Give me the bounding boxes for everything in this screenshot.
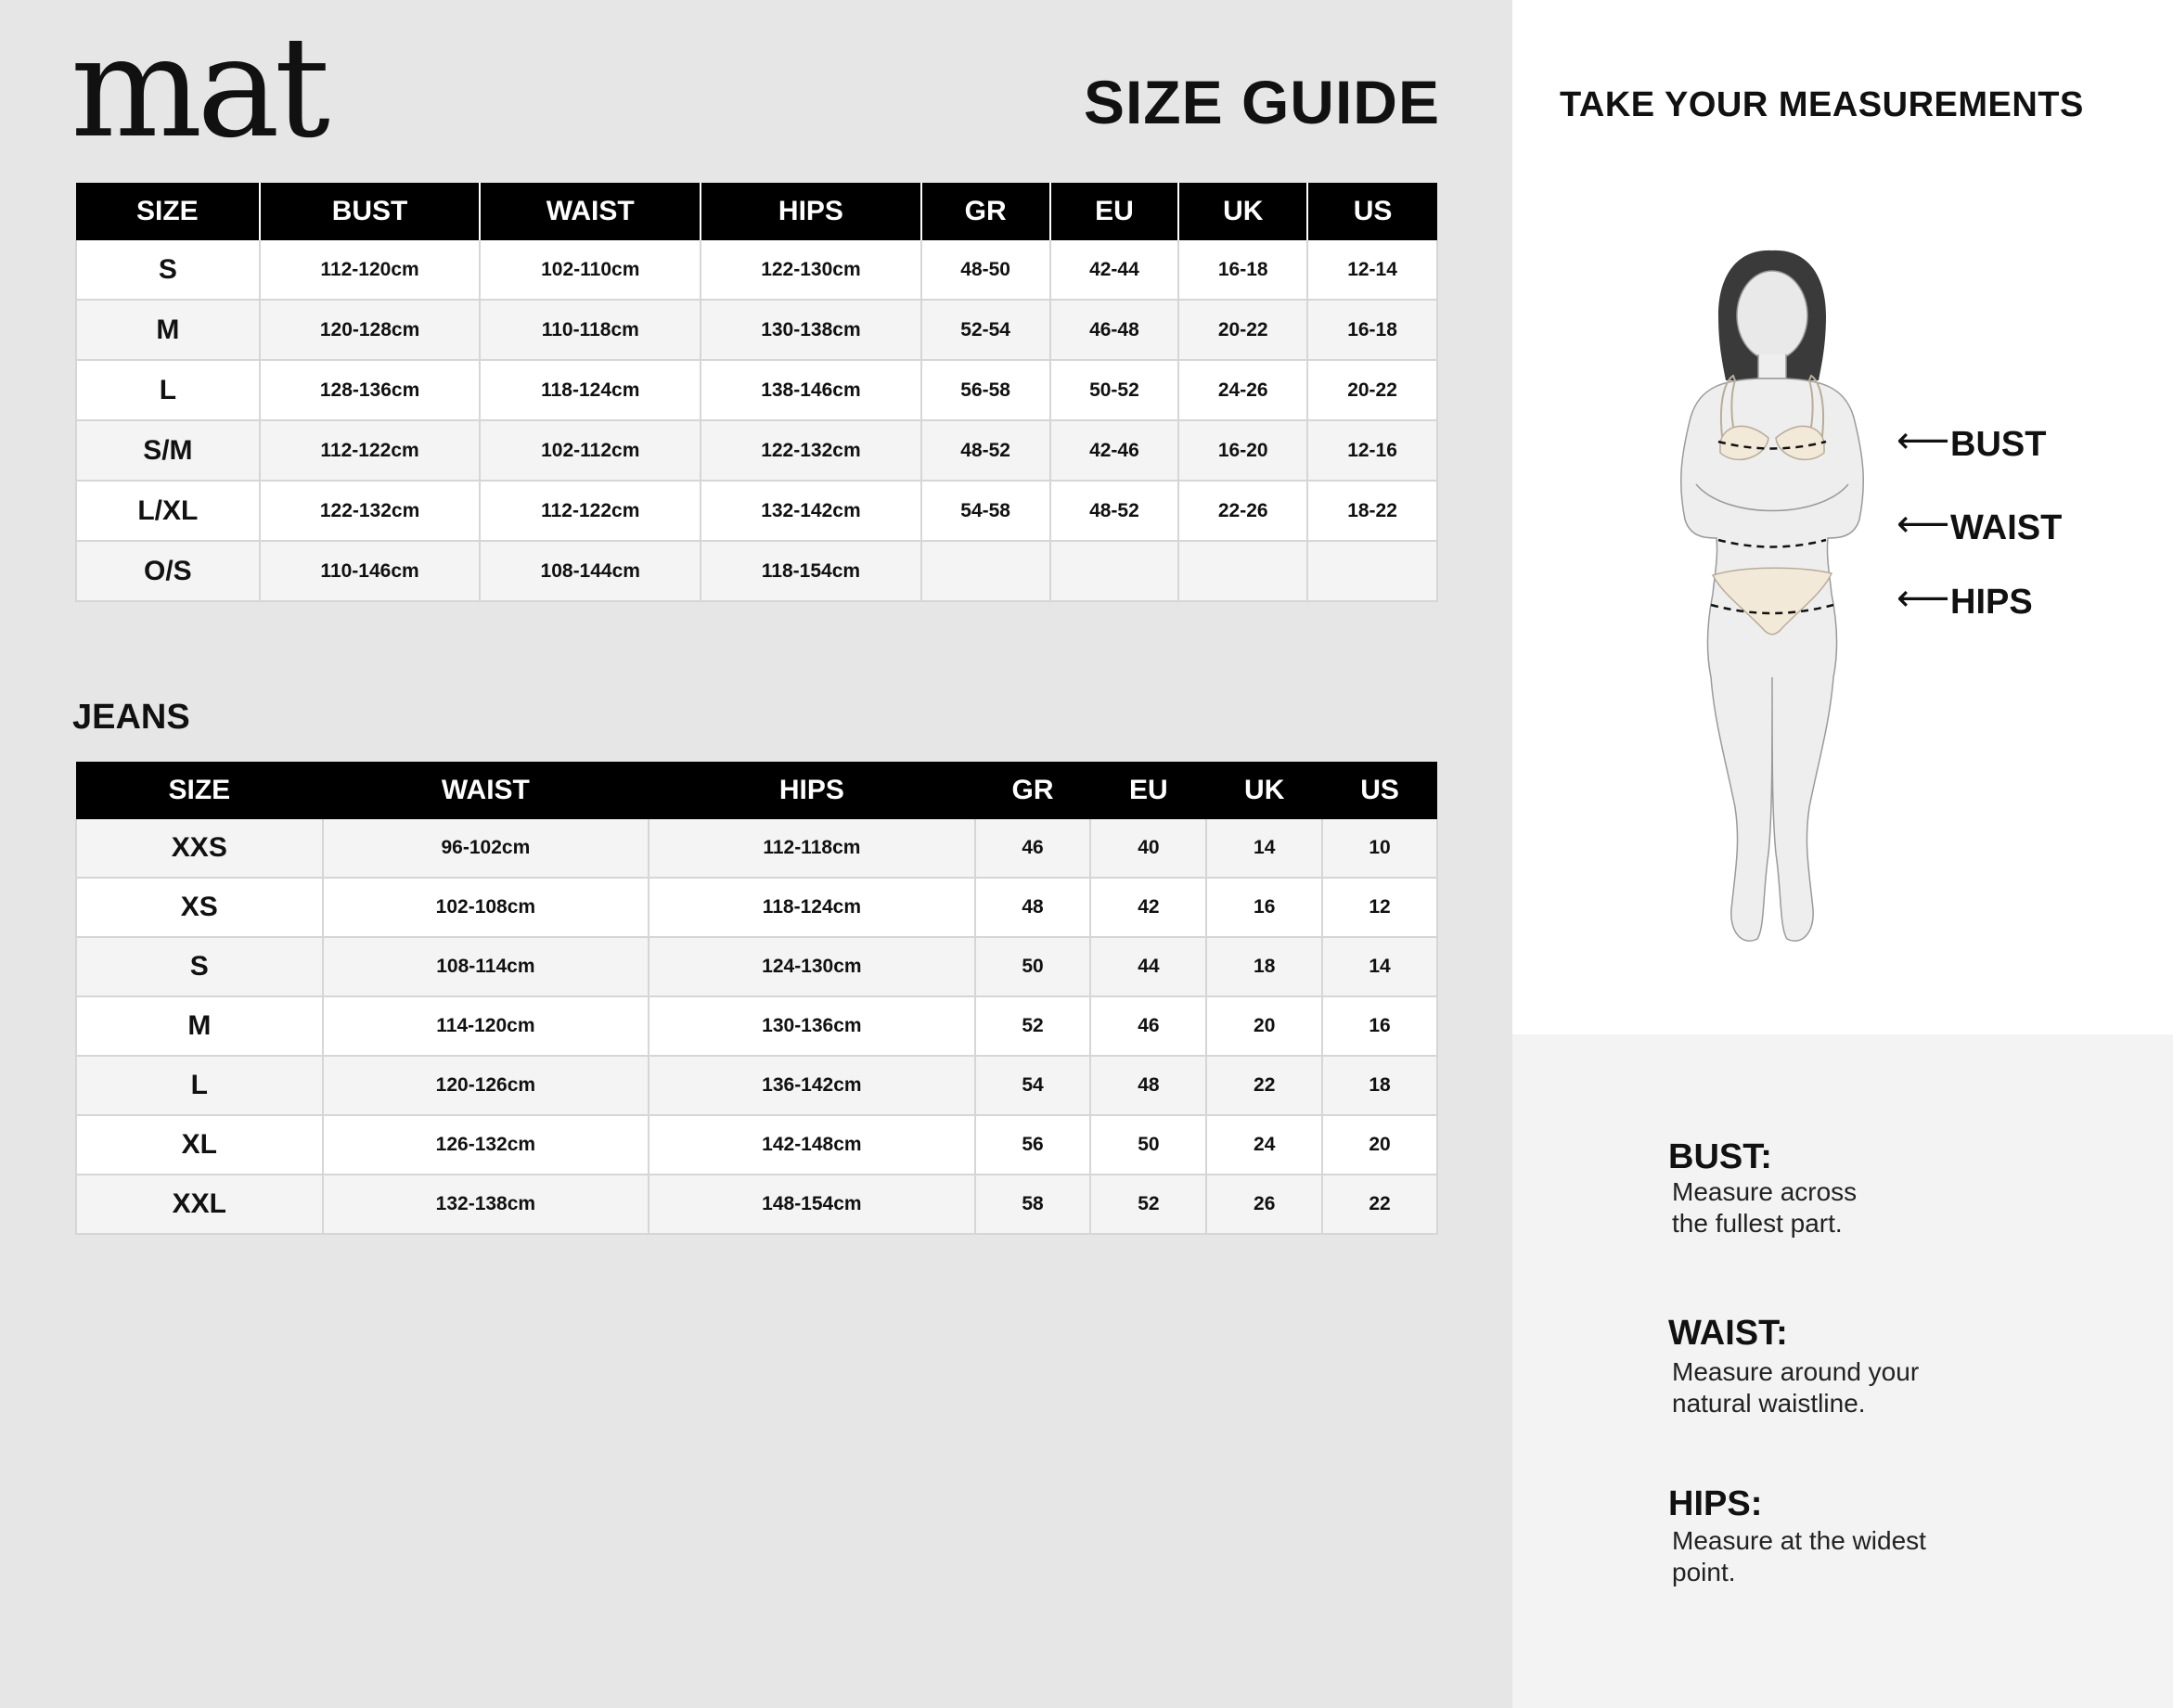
size-table-header — [76, 183, 1437, 240]
brand-logo: mat — [71, 7, 325, 169]
waist-instruction-line: natural waistline. — [1672, 1389, 1866, 1418]
table-cell: 50 — [975, 937, 1091, 996]
size-cell: XXL — [76, 1175, 323, 1234]
table-cell: 110-118cm — [480, 300, 701, 360]
table-cell: 40 — [1090, 819, 1206, 878]
column-header: US — [1307, 183, 1437, 240]
hips-instruction-line: Measure at the widest — [1672, 1526, 1926, 1555]
hips-instruction-line: point. — [1672, 1558, 1736, 1586]
table-cell: 42-44 — [1050, 240, 1179, 300]
table-cell: 52-54 — [921, 300, 1050, 360]
table-cell: 46-48 — [1050, 300, 1179, 360]
table-cell: 12-16 — [1307, 420, 1437, 481]
table-cell: 132-138cm — [323, 1175, 649, 1234]
waist-instruction-title: WAIST: — [1668, 1314, 1788, 1353]
table-row — [76, 1056, 1437, 1115]
table-cell: 20 — [1206, 996, 1322, 1056]
table-cell: 16 — [1322, 996, 1437, 1056]
table-cell: 18-22 — [1307, 481, 1437, 541]
size-cell: M — [76, 996, 323, 1056]
column-header: BUST — [260, 183, 481, 240]
table-cell: 126-132cm — [323, 1115, 649, 1175]
table-cell: 48-52 — [921, 420, 1050, 481]
table-cell: 102-110cm — [480, 240, 701, 300]
table-cell: 130-136cm — [649, 996, 974, 1056]
table-cell: 12-14 — [1307, 240, 1437, 300]
size-cell: S — [76, 240, 260, 300]
column-header: SIZE — [76, 762, 323, 819]
table-cell: 10 — [1322, 819, 1437, 878]
table-cell: 16-18 — [1178, 240, 1307, 300]
table-cell: 96-102cm — [323, 819, 649, 878]
table-cell: 112-122cm — [480, 481, 701, 541]
table-cell: 20-22 — [1307, 360, 1437, 420]
table-row — [76, 996, 1437, 1056]
column-header: EU — [1090, 762, 1206, 819]
table-cell: 14 — [1322, 937, 1437, 996]
table-row — [76, 360, 1437, 420]
table-cell: 118-124cm — [480, 360, 701, 420]
table-row — [76, 937, 1437, 996]
table-cell: 46 — [1090, 996, 1206, 1056]
waist-instruction-text — [1672, 1356, 2006, 1419]
measurements-title: TAKE YOUR MEASUREMENTS — [1560, 85, 2084, 124]
table-cell: 22 — [1322, 1175, 1437, 1234]
table-cell: 102-112cm — [480, 420, 701, 481]
table-cell: 24 — [1206, 1115, 1322, 1175]
table-cell: 24-26 — [1178, 360, 1307, 420]
column-header: UK — [1206, 762, 1322, 819]
jeans-heading: JEANS — [72, 698, 190, 737]
jeans-size-table — [75, 762, 1438, 1235]
table-cell: 124-130cm — [649, 937, 974, 996]
table-cell: 128-136cm — [260, 360, 481, 420]
table-row — [76, 819, 1437, 878]
table-cell: 54-58 — [921, 481, 1050, 541]
table-cell — [1178, 541, 1307, 601]
column-header: HIPS — [649, 762, 974, 819]
bust-instruction-line: the fullest part. — [1672, 1209, 1843, 1238]
table-cell: 114-120cm — [323, 996, 649, 1056]
table-cell: 50 — [1090, 1115, 1206, 1175]
size-cell: S/M — [76, 420, 260, 481]
column-header: EU — [1050, 183, 1179, 240]
table-row — [76, 878, 1437, 937]
size-cell: L — [76, 360, 260, 420]
table-cell: 42-46 — [1050, 420, 1179, 481]
table-cell: 112-120cm — [260, 240, 481, 300]
table-cell: 46 — [975, 819, 1091, 878]
hips-label: HIPS — [1950, 583, 2033, 622]
table-cell — [1307, 541, 1437, 601]
table-row — [76, 1115, 1437, 1175]
table-cell: 18 — [1322, 1056, 1437, 1115]
waist-label: WAIST — [1950, 508, 2063, 547]
column-header: WAIST — [323, 762, 649, 819]
table-cell: 12 — [1322, 878, 1437, 937]
size-cell: XS — [76, 878, 323, 937]
table-cell: 52 — [975, 996, 1091, 1056]
table-cell: 20-22 — [1178, 300, 1307, 360]
page-title: SIZE GUIDE — [1083, 68, 1440, 136]
waist-instruction-line: Measure around your — [1672, 1357, 1920, 1386]
table-cell: 18 — [1206, 937, 1322, 996]
bust-arrow-icon: ⟵ — [1897, 420, 1950, 461]
table-cell: 148-154cm — [649, 1175, 974, 1234]
table-cell: 136-142cm — [649, 1056, 974, 1115]
table-cell: 112-118cm — [649, 819, 974, 878]
table-row — [76, 300, 1437, 360]
column-header: HIPS — [701, 183, 921, 240]
size-cell: S — [76, 937, 323, 996]
table-row — [76, 1175, 1437, 1234]
table-cell: 22 — [1206, 1056, 1322, 1115]
table-cell: 16-18 — [1307, 300, 1437, 360]
size-cell: XXS — [76, 819, 323, 878]
table-cell: 20 — [1322, 1115, 1437, 1175]
table-cell: 120-126cm — [323, 1056, 649, 1115]
table-cell: 56 — [975, 1115, 1091, 1175]
table-cell: 26 — [1206, 1175, 1322, 1234]
table-cell: 108-144cm — [480, 541, 701, 601]
bust-instruction-text — [1672, 1176, 2006, 1239]
table-cell: 138-146cm — [701, 360, 921, 420]
table-cell: 58 — [975, 1175, 1091, 1234]
column-header: US — [1322, 762, 1437, 819]
column-header: UK — [1178, 183, 1307, 240]
bust-label: BUST — [1950, 425, 2047, 464]
table-cell: 130-138cm — [701, 300, 921, 360]
table-cell: 48-50 — [921, 240, 1050, 300]
bust-instruction-line: Measure across — [1672, 1177, 1858, 1206]
table-cell: 16 — [1206, 878, 1322, 937]
table-row — [76, 420, 1437, 481]
column-header: GR — [921, 183, 1050, 240]
table-cell: 22-26 — [1178, 481, 1307, 541]
jeans-table-header — [76, 762, 1437, 819]
table-row — [76, 481, 1437, 541]
table-cell: 44 — [1090, 937, 1206, 996]
table-cell: 110-146cm — [260, 541, 481, 601]
table-cell: 42 — [1090, 878, 1206, 937]
table-cell: 122-130cm — [701, 240, 921, 300]
table-cell — [921, 541, 1050, 601]
table-cell: 56-58 — [921, 360, 1050, 420]
waist-arrow-icon: ⟵ — [1897, 504, 1950, 545]
table-cell: 132-142cm — [701, 481, 921, 541]
table-cell: 48 — [975, 878, 1091, 937]
table-cell: 52 — [1090, 1175, 1206, 1234]
table-cell: 16-20 — [1178, 420, 1307, 481]
table-cell: 54 — [975, 1056, 1091, 1115]
table-cell: 48-52 — [1050, 481, 1179, 541]
table-cell: 142-148cm — [649, 1115, 974, 1175]
bust-instruction-title: BUST: — [1668, 1137, 1772, 1176]
hips-instruction-title: HIPS: — [1668, 1484, 1763, 1523]
table-cell: 50-52 — [1050, 360, 1179, 420]
table-cell: 120-128cm — [260, 300, 481, 360]
table-cell: 14 — [1206, 819, 1322, 878]
table-cell: 122-132cm — [701, 420, 921, 481]
size-cell: L/XL — [76, 481, 260, 541]
table-cell: 118-124cm — [649, 878, 974, 937]
table-cell: 108-114cm — [323, 937, 649, 996]
table-cell: 122-132cm — [260, 481, 481, 541]
hips-arrow-icon: ⟵ — [1897, 578, 1950, 619]
table-cell: 102-108cm — [323, 878, 649, 937]
size-cell: M — [76, 300, 260, 360]
size-cell: O/S — [76, 541, 260, 601]
table-cell: 112-122cm — [260, 420, 481, 481]
column-header: SIZE — [76, 183, 260, 240]
table-cell: 118-154cm — [701, 541, 921, 601]
column-header: WAIST — [480, 183, 701, 240]
table-row — [76, 240, 1437, 300]
table-cell: 48 — [1090, 1056, 1206, 1115]
size-cell: XL — [76, 1115, 323, 1175]
size-table — [75, 183, 1438, 602]
hips-instruction-text — [1672, 1525, 2006, 1588]
size-cell: L — [76, 1056, 323, 1115]
table-cell — [1050, 541, 1179, 601]
column-header: GR — [975, 762, 1091, 819]
table-row — [76, 541, 1437, 601]
body-figure-illustration — [1633, 241, 1911, 965]
